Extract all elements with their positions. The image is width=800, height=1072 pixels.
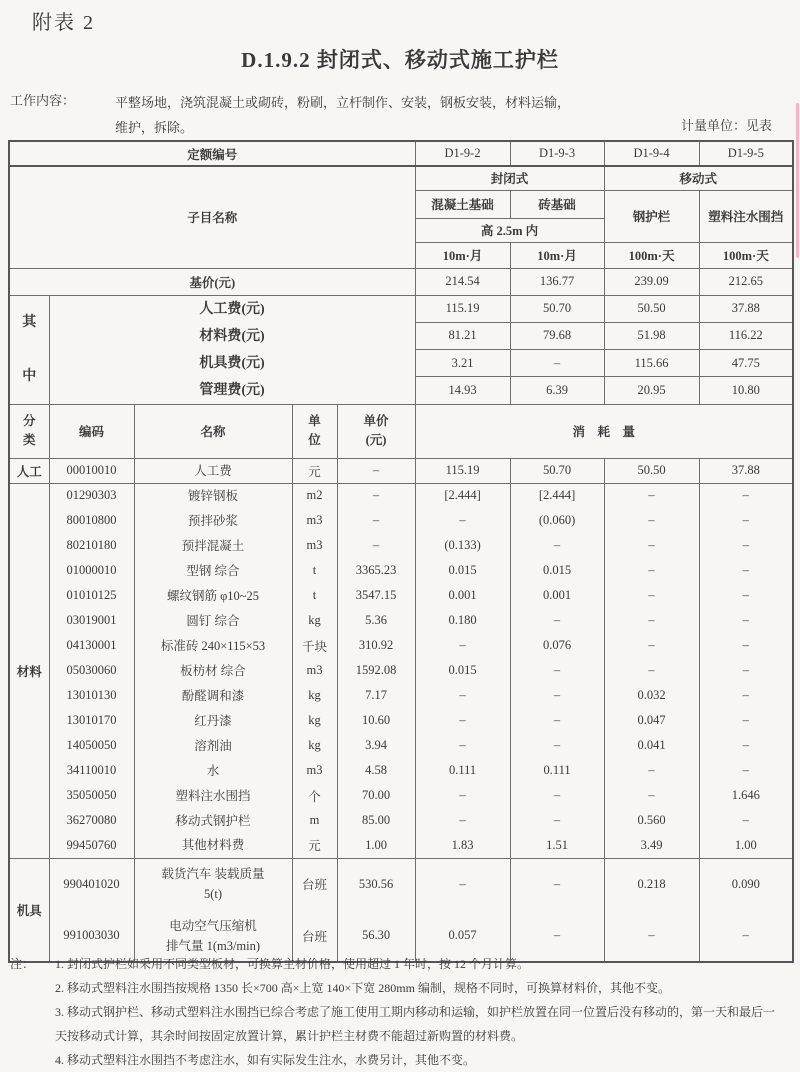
name-cell: 型钢 综合 xyxy=(134,558,292,583)
code-cell: 80010800 xyxy=(49,508,134,533)
unit-cell: 元 xyxy=(292,833,337,858)
group-header-row xyxy=(9,166,793,190)
consumption-cell: 0.076 xyxy=(510,633,604,658)
work-content-text xyxy=(115,90,675,140)
name-cell: 圆钉 综合 xyxy=(134,608,292,633)
fee-row xyxy=(9,295,793,322)
consumption-cell: 0.218 xyxy=(604,858,699,910)
code-cell: 04130001 xyxy=(49,633,134,658)
consumption-cell: – xyxy=(699,633,793,658)
price-cell: 3365.23 xyxy=(337,558,415,583)
sub-plastic-barrier: 塑料注水围挡 xyxy=(699,190,793,242)
group-mobile: 移动式 xyxy=(604,166,793,190)
price-cell: 1592.08 xyxy=(337,658,415,683)
code-cell: 990401020 xyxy=(49,858,134,910)
consumption-cell: 1.83 xyxy=(415,833,510,858)
name-cell: 水 xyxy=(134,758,292,783)
table-row xyxy=(9,808,793,833)
col-code: 编码 xyxy=(49,404,134,458)
consumption-cell: – xyxy=(604,583,699,608)
table-row xyxy=(9,733,793,758)
code-cell: 01290303 xyxy=(49,483,134,508)
price-cell: 5.36 xyxy=(337,608,415,633)
unit-cell: m3 xyxy=(292,758,337,783)
table-row xyxy=(9,558,793,583)
sub-steel-rail: 钢护栏 xyxy=(604,190,699,242)
price-cell: 85.00 xyxy=(337,808,415,833)
unit-cell: kg xyxy=(292,708,337,733)
unit-cell: kg xyxy=(292,683,337,708)
fee-label: 人工费(元) xyxy=(199,301,265,317)
code-cell: 03019001 xyxy=(49,608,134,633)
consumption-cell: 0.015 xyxy=(415,658,510,683)
consumption-cell: – xyxy=(699,758,793,783)
fee-value: 6.39 xyxy=(510,377,604,404)
fee-value: – xyxy=(510,350,604,377)
code-cell: 13010170 xyxy=(49,708,134,733)
fee-value: 79.68 xyxy=(510,322,604,349)
consumption-cell: 0.180 xyxy=(415,608,510,633)
consumption-cell: 3.49 xyxy=(604,833,699,858)
unit-cell: m2 xyxy=(292,483,337,508)
quota-code: D1-9-4 xyxy=(604,141,699,166)
name-cell: 载货汽车 装载质量 5(t) xyxy=(134,858,292,910)
table-row xyxy=(9,608,793,633)
unit-cell: 台班 xyxy=(292,858,337,910)
consumption-cell: 0.111 xyxy=(415,758,510,783)
price-cell: 10.60 xyxy=(337,708,415,733)
code-cell: 36270080 xyxy=(49,808,134,833)
consumption-cell: [2.444] xyxy=(510,483,604,508)
consumption-cell: 1.51 xyxy=(510,833,604,858)
note-item: 1. 封闭式护栏如采用不同类型板材，可换算主材价格，使用超过 1 年时，按 12 个月计算。 xyxy=(55,957,530,971)
name-cell: 板枋材 综合 xyxy=(134,658,292,683)
page-title: D.1.9.2 封闭式、移动式施工护栏 xyxy=(241,48,559,72)
unit-cell: m3 xyxy=(292,508,337,533)
price-cell: 530.56 xyxy=(337,858,415,910)
consumption-cell: [2.444] xyxy=(415,483,510,508)
base-price-label: 基价(元) xyxy=(9,268,415,295)
consumption-cell: 1.646 xyxy=(699,783,793,808)
fee-value: 50.70 xyxy=(510,295,604,322)
fee-value: 50.50 xyxy=(604,295,699,322)
fee-value: 116.22 xyxy=(699,322,793,349)
consumption-cell: – xyxy=(415,783,510,808)
consumption-cell: – xyxy=(699,683,793,708)
table-row xyxy=(9,458,793,483)
unit-cell: m3 xyxy=(292,658,337,683)
consumption-cell: 1.00 xyxy=(699,833,793,858)
price-cell: 4.58 xyxy=(337,758,415,783)
consumption-cell: 115.19 xyxy=(415,458,510,483)
fee-value: 115.19 xyxy=(415,295,510,322)
col-unit: 单 位 xyxy=(292,404,337,458)
table-row xyxy=(9,683,793,708)
consumption-cell: – xyxy=(510,533,604,558)
consumption-cell: – xyxy=(510,708,604,733)
consumption-cell: 0.560 xyxy=(604,808,699,833)
code-cell: 05030060 xyxy=(49,658,134,683)
work-content-line: 维护，拆除。 xyxy=(115,120,194,135)
category-cell: 材料 xyxy=(9,483,49,858)
note-item: 2. 移动式塑料注水围挡按规格 1350 长×700 高×上宽 140×下宽 280mm 编制，规格不同时，可换算材料价，其他不变。 xyxy=(55,981,670,995)
name-cell: 标准砖 240×115×53 xyxy=(134,633,292,658)
price-cell: 1.00 xyxy=(337,833,415,858)
consumption-cell: – xyxy=(510,783,604,808)
name-cell: 酚醛调和漆 xyxy=(134,683,292,708)
code-cell: 01010125 xyxy=(49,583,134,608)
consumption-cell: 50.70 xyxy=(510,458,604,483)
consumption-cell: – xyxy=(604,658,699,683)
consumption-cell: – xyxy=(604,783,699,808)
consumption-cell: – xyxy=(699,508,793,533)
fee-value: 20.95 xyxy=(604,377,699,404)
name-cell: 其他材料费 xyxy=(134,833,292,858)
col-price: 单价 (元) xyxy=(337,404,415,458)
code-cell: 35050050 xyxy=(49,783,134,808)
table-row xyxy=(9,633,793,658)
category-cell: 机具 xyxy=(9,858,49,962)
consumption-cell: – xyxy=(415,708,510,733)
consumption-cell: – xyxy=(699,533,793,558)
consumption-cell: – xyxy=(510,733,604,758)
consumption-cell: – xyxy=(699,910,793,962)
sub-brick-base: 砖基础 xyxy=(510,190,604,218)
consumption-cell: 0.001 xyxy=(415,583,510,608)
code-cell: 80210180 xyxy=(49,533,134,558)
code-cell: 00010010 xyxy=(49,458,134,483)
consumption-cell: 37.88 xyxy=(699,458,793,483)
fee-labels xyxy=(49,295,415,404)
table-row xyxy=(9,508,793,533)
price-cell: – xyxy=(337,458,415,483)
unit-cell: t xyxy=(292,558,337,583)
among-label: 其 中 xyxy=(9,295,49,404)
price-cell: – xyxy=(337,508,415,533)
consumption-cell: – xyxy=(604,508,699,533)
consumption-cell: (0.133) xyxy=(415,533,510,558)
group-closed: 封闭式 xyxy=(415,166,604,190)
name-cell: 镀锌钢板 xyxy=(134,483,292,508)
quota-code-row xyxy=(9,141,793,166)
name-cell: 塑料注水围挡 xyxy=(134,783,292,808)
price-cell: 7.17 xyxy=(337,683,415,708)
consumption-cell: – xyxy=(604,608,699,633)
measure-unit: 10m·月 xyxy=(415,242,510,268)
unit-cell: 台班 xyxy=(292,910,337,962)
consumption-cell: – xyxy=(604,483,699,508)
column-header-row xyxy=(9,404,793,458)
consumption-cell: 0.047 xyxy=(604,708,699,733)
consumption-cell: 0.015 xyxy=(510,558,604,583)
code-cell: 991003030 xyxy=(49,910,134,962)
code-cell: 01000010 xyxy=(49,558,134,583)
consumption-cell: 0.032 xyxy=(604,683,699,708)
base-price-value: 136.77 xyxy=(510,268,604,295)
fee-value: 3.21 xyxy=(415,350,510,377)
col-category: 分 类 xyxy=(9,404,49,458)
consumption-cell: – xyxy=(510,683,604,708)
fee-value: 37.88 xyxy=(699,295,793,322)
consumption-cell: – xyxy=(604,533,699,558)
name-cell: 预拌混凝土 xyxy=(134,533,292,558)
fee-label: 管理费(元) xyxy=(199,382,265,398)
name-cell: 红丹漆 xyxy=(134,708,292,733)
price-cell: – xyxy=(337,533,415,558)
name-cell: 预拌砂浆 xyxy=(134,508,292,533)
fee-value: 115.66 xyxy=(604,350,699,377)
unit-cell: 元 xyxy=(292,458,337,483)
table-row xyxy=(9,533,793,558)
consumption-cell: – xyxy=(415,508,510,533)
item-name-label: 子目名称 xyxy=(9,166,415,268)
notes-body xyxy=(55,952,775,1072)
note-item: 4. 移动式塑料注水围挡不考虑注水，如有实际发生注水，水费另计，其他不变。 xyxy=(55,1053,476,1067)
consumption-cell: – xyxy=(510,608,604,633)
consumption-cell: – xyxy=(699,583,793,608)
price-cell: 56.30 xyxy=(337,910,415,962)
consumption-cell: – xyxy=(699,708,793,733)
notes-label: 注： xyxy=(10,957,35,971)
consumption-cell: – xyxy=(510,808,604,833)
consumption-cell: 0.015 xyxy=(415,558,510,583)
sub-concrete-base: 混凝土基础 xyxy=(415,190,510,218)
consumption-cell: – xyxy=(604,558,699,583)
consumption-cell: – xyxy=(699,558,793,583)
consumption-cell: – xyxy=(415,808,510,833)
name-cell: 人工费 xyxy=(134,458,292,483)
fee-value: 51.98 xyxy=(604,322,699,349)
name-cell: 移动式钢护栏 xyxy=(134,808,292,833)
unit-cell: 千块 xyxy=(292,633,337,658)
base-price-value: 212.65 xyxy=(699,268,793,295)
name-cell: 螺纹钢筋 φ10~25 xyxy=(134,583,292,608)
unit-cell: kg xyxy=(292,733,337,758)
fee-value: 81.21 xyxy=(415,322,510,349)
consumption-cell: – xyxy=(415,683,510,708)
consumption-cell: 0.057 xyxy=(415,910,510,962)
measure-unit: 100m·天 xyxy=(699,242,793,268)
consumption-cell: – xyxy=(699,733,793,758)
unit-cell: kg xyxy=(292,608,337,633)
measure-unit: 100m·天 xyxy=(604,242,699,268)
price-cell: 3.94 xyxy=(337,733,415,758)
base-price-value: 239.09 xyxy=(604,268,699,295)
table-row xyxy=(9,708,793,733)
scan-artifact-pink-line xyxy=(796,103,799,258)
quota-code: D1-9-2 xyxy=(415,141,510,166)
consumption-cell: – xyxy=(415,858,510,910)
code-cell: 99450760 xyxy=(49,833,134,858)
work-content-line: 平整场地，浇筑混凝土或砌砖，粉刷，立杆制作、安装，钢板安装，材料运输， xyxy=(115,95,571,110)
consumption-cell: 0.041 xyxy=(604,733,699,758)
measure-unit-note: 计量单位：见表 xyxy=(680,118,772,133)
price-cell: 70.00 xyxy=(337,783,415,808)
table-row xyxy=(9,483,793,508)
col-consumption: 消 耗 量 xyxy=(415,404,793,458)
consumption-cell: – xyxy=(604,758,699,783)
consumption-cell: – xyxy=(415,733,510,758)
category-cell: 人工 xyxy=(9,458,49,483)
unit-cell: 个 xyxy=(292,783,337,808)
quota-code: D1-9-3 xyxy=(510,141,604,166)
table-row xyxy=(9,833,793,858)
base-price-row xyxy=(9,268,793,295)
fee-value: 10.80 xyxy=(699,377,793,404)
price-cell: 310.92 xyxy=(337,633,415,658)
table-row xyxy=(9,658,793,683)
code-cell: 14050050 xyxy=(49,733,134,758)
consumption-cell: – xyxy=(699,608,793,633)
unit-cell: m3 xyxy=(292,533,337,558)
fee-label: 材料费(元) xyxy=(199,328,265,344)
consumption-cell: – xyxy=(510,910,604,962)
code-cell: 34110010 xyxy=(49,758,134,783)
col-name: 名称 xyxy=(134,404,292,458)
consumption-cell: – xyxy=(699,808,793,833)
table-row xyxy=(9,783,793,808)
consumption-cell: – xyxy=(510,658,604,683)
quota-no-label: 定额编号 xyxy=(9,141,415,166)
consumption-cell: 0.090 xyxy=(699,858,793,910)
quota-table xyxy=(8,140,794,963)
unit-cell: t xyxy=(292,583,337,608)
base-price-value: 214.54 xyxy=(415,268,510,295)
consumption-cell: – xyxy=(699,658,793,683)
name-cell: 溶剂油 xyxy=(134,733,292,758)
consumption-cell: – xyxy=(604,633,699,658)
table-row xyxy=(9,758,793,783)
consumption-cell: 0.001 xyxy=(510,583,604,608)
consumption-cell: 0.111 xyxy=(510,758,604,783)
fee-value: 14.93 xyxy=(415,377,510,404)
code-cell: 13010130 xyxy=(49,683,134,708)
work-content-label: 工作内容： xyxy=(10,93,76,108)
note-item: 3. 移动式钢护栏、移动式塑料注水围挡已综合考虑了施工使用工期内移动和运输，如护栏放置在同一位置后没有移动的，第一天和最后一天按移动式计算，其余时间按固定放置计算，累计护栏主材费不能超过新购置的材料费。 xyxy=(55,1005,776,1043)
table-row xyxy=(9,583,793,608)
consumption-cell: 50.50 xyxy=(604,458,699,483)
name-cell: 电动空气压缩机 排气量 1(m3/min) xyxy=(134,910,292,962)
measure-unit: 10m·月 xyxy=(510,242,604,268)
sub-height: 高 2.5m 内 xyxy=(415,218,604,242)
price-cell: 3547.15 xyxy=(337,583,415,608)
price-cell: – xyxy=(337,483,415,508)
unit-cell: m xyxy=(292,808,337,833)
table-row xyxy=(9,858,793,910)
quota-code: D1-9-5 xyxy=(699,141,793,166)
consumption-cell: (0.060) xyxy=(510,508,604,533)
consumption-cell: – xyxy=(699,483,793,508)
consumption-cell: – xyxy=(415,633,510,658)
consumption-cell: – xyxy=(510,858,604,910)
annex-label: 附表 2 xyxy=(32,12,95,34)
fee-label: 机具费(元) xyxy=(199,355,265,371)
consumption-cell: – xyxy=(604,910,699,962)
fee-value: 47.75 xyxy=(699,350,793,377)
